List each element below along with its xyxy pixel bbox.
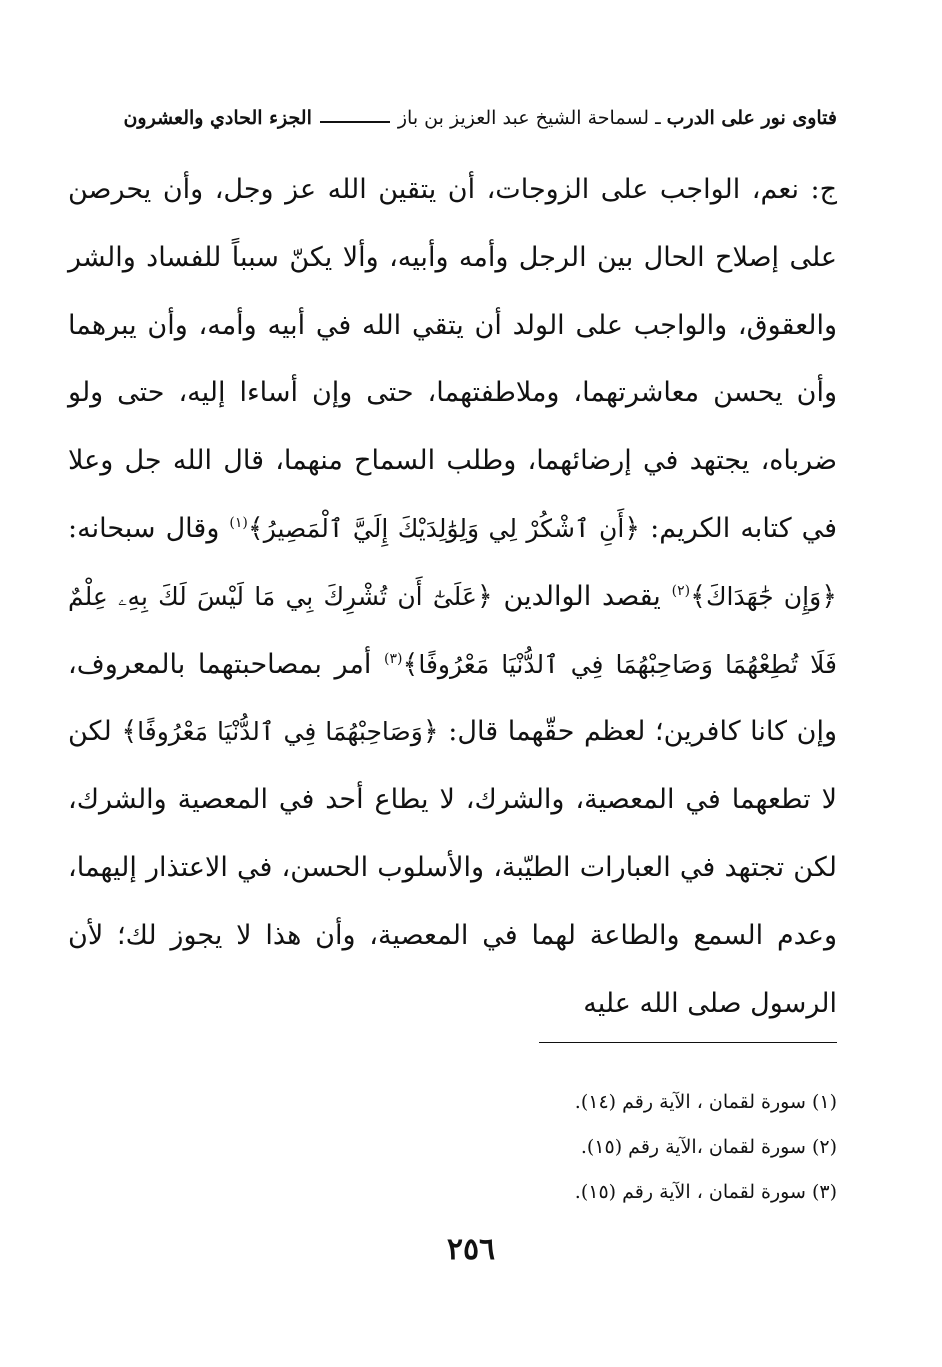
page-number: ٢٥٦ xyxy=(446,1232,496,1267)
body-text-3: يقصد الوالدين xyxy=(492,580,672,612)
body-text-2: وقال سبحانه: xyxy=(68,512,230,544)
volume-title: الجزء الحادي والعشرون xyxy=(123,107,312,129)
body-text-5: لكن لا تطعهما في المعصية، والشرك، لا يطاع أحد في المعصية والشرك، لكن تجتهد في العبارات الطيّبة، والأسلوب الحسن، في الاعتذار إليهما، وعدم السمع والطاعة لهما في المعصية، وأن هذا لا يجوز لك؛ لأن الرسول صلى الله عليه xyxy=(68,716,837,1019)
quran-brace-close: ﴾ xyxy=(690,580,706,612)
footnote-1: (١) سورة لقمان ، الآية رقم (١٤). xyxy=(574,1091,837,1113)
header-dash: ـ xyxy=(655,107,661,129)
quran-brace-open: ﴿ xyxy=(476,580,493,612)
quran-brace-open: ﴿ xyxy=(624,512,641,544)
fatwa-body xyxy=(68,156,837,1037)
header-rule xyxy=(320,121,390,123)
footnote-ref-3: (٣) xyxy=(384,650,403,667)
quran-verse-4: وَصَاحِبْهُمَا فِي ٱلدُّنْيَا مَعْرُوفًا xyxy=(137,717,423,747)
footnote-2: (٢) سورة لقمان ،الآية رقم (١٥). xyxy=(580,1136,837,1158)
footnote-ref-2: (٢) xyxy=(671,582,691,599)
footnotes xyxy=(300,1080,837,1215)
footnote-divider xyxy=(539,1042,837,1043)
quran-verse-2: وَإِن جَٰهَدَاكَ xyxy=(705,581,822,611)
quran-brace-open: ﴿ xyxy=(821,580,838,612)
quran-brace-close: ﴾ xyxy=(247,512,264,544)
quran-brace-open: ﴿ xyxy=(422,716,439,748)
footnote-3: (٣) سورة لقمان ، الآية رقم (١٥). xyxy=(574,1181,837,1203)
running-header xyxy=(72,100,837,136)
body-text-4: أمر بمصاحبتهما بالمعروف، وإن كانا كافرين؛ لعظم حقّهما قال: xyxy=(68,648,837,748)
author-line: لسماحة الشيخ عبد العزيز بن باز xyxy=(397,107,650,129)
footnote-ref-1: (١) xyxy=(229,514,248,531)
quran-verse-3: عَلَىٰٓ أَن تُشْرِكَ بِي مَا لَيْسَ لَكَ بِهِۦ عِلْمٌ فَلَا تُطِعْهُمَا وَصَاحِبْهُمَا فِي ٱلدُّنْيَا مَعْرُوفًا xyxy=(68,581,837,679)
quran-brace-close: ﴾ xyxy=(402,648,419,680)
answer-paragraph xyxy=(68,156,837,1037)
quran-brace-close: ﴾ xyxy=(121,716,138,748)
quran-verse-1: أَنِ ٱشْكُرْ لِي وَلِوَٰلِدَيْكَ إِلَيَّ ٱلْمَصِيرُ xyxy=(263,513,625,543)
series-title: فتاوى نور على الدرب xyxy=(666,107,837,129)
body-text-1: ج: نعم، الواجب على الزوجات، أن يتقين الله عز وجل، وأن يحرصن على إصلاح الحال بين الرجل وأمه وأبيه، وألا يكنّ سبباً للفساد والشر والعقوق، والواجب على الولد أن يتقي الله في أبيه وأمه، وأن يبرهما وأن يحسن معاشرتهما، وملاطفتهما، حتى وإن أساءا إليه، حتى ولو ضرباه، يجتهد في إرضائهما، وطلب السماح منهما، قال الله جل وعلا في كتابه الكريم: xyxy=(68,174,838,544)
